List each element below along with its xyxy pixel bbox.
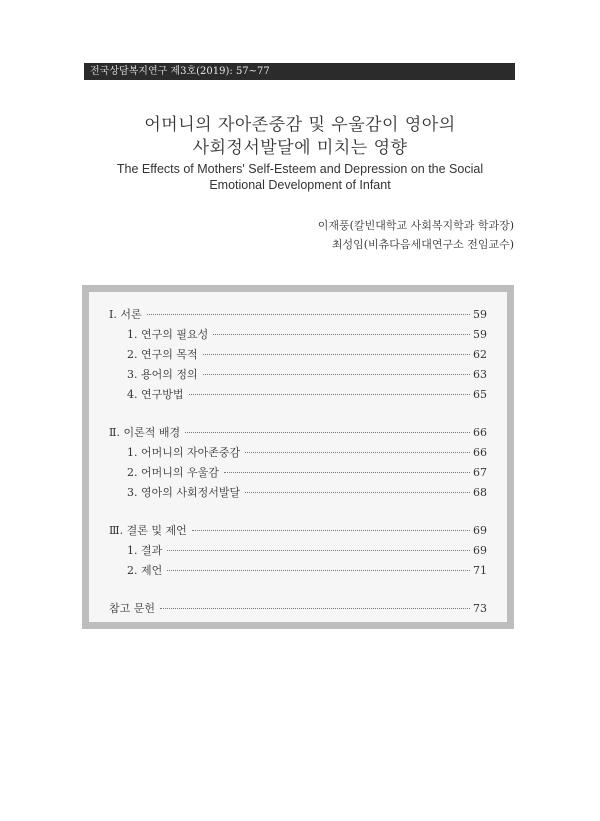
toc-entry-label: 2. 제언 <box>127 564 163 577</box>
toc-entry[interactable] <box>127 563 487 578</box>
toc-entry-label: 2. 연구의 목적 <box>127 348 198 361</box>
toc-leader-dots <box>245 452 470 453</box>
toc-entry[interactable] <box>127 367 487 382</box>
toc-entry[interactable] <box>127 347 487 362</box>
toc-entry[interactable] <box>127 387 487 402</box>
title-korean-line-2: 사회정서발달에 미치는 영향 <box>192 138 408 158</box>
toc-entry-page: 69 <box>473 544 487 557</box>
toc-entry-page: 59 <box>473 328 487 341</box>
toc-entry[interactable] <box>127 543 487 558</box>
journal-header-bar <box>84 63 515 80</box>
toc-entry-page: 67 <box>473 466 487 479</box>
toc-leader-dots <box>189 394 471 395</box>
toc-entry-label: 1. 연구의 필요성 <box>127 328 209 341</box>
toc-entry-label: Ⅲ. 결론 및 제언 <box>109 524 187 537</box>
toc-entry-page: 71 <box>473 564 487 577</box>
toc-entry-page: 59 <box>473 308 487 321</box>
toc-leader-dots <box>185 432 470 433</box>
toc-leader-dots <box>203 374 470 375</box>
toc-leader-dots <box>167 570 470 571</box>
toc-entry-label: Ⅰ. 서론 <box>109 308 142 321</box>
toc-entry-page: 63 <box>473 368 487 381</box>
table-of-contents-frame <box>82 285 514 629</box>
toc-leader-dots <box>167 550 470 551</box>
author-1: 이재풍(칼빈대학교 사회복지학과 학과장) <box>317 219 514 232</box>
toc-leader-dots <box>203 354 470 355</box>
toc-leader-dots <box>224 472 470 473</box>
toc-entry-label: Ⅱ. 이론적 배경 <box>109 426 181 439</box>
toc-entry[interactable] <box>127 465 487 480</box>
title-korean-line-1: 어머니의 자아존중감 및 우울감이 영아의 <box>144 115 456 135</box>
toc-entry-label: 2. 어머니의 우울감 <box>127 466 219 479</box>
toc-entry-page: 66 <box>473 426 487 439</box>
toc-entry-page: 65 <box>473 388 487 401</box>
toc-entry-section-2[interactable] <box>109 425 487 440</box>
toc-entry-label: 1. 어머니의 자아존중감 <box>127 446 241 459</box>
table-of-contents <box>89 292 507 622</box>
toc-leader-dots <box>213 334 470 335</box>
toc-entry[interactable] <box>127 327 487 342</box>
toc-entry-page: 66 <box>473 446 487 459</box>
toc-leader-dots <box>245 492 470 493</box>
toc-entry-label: 참고 문헌 <box>109 602 156 615</box>
toc-entry[interactable] <box>127 445 487 460</box>
toc-leader-dots <box>192 530 470 531</box>
toc-entry-label: 3. 용어의 정의 <box>127 368 198 381</box>
toc-entry-label: 3. 영아의 사회정서발달 <box>127 486 241 499</box>
toc-entry[interactable] <box>127 485 487 500</box>
toc-entry-page: 69 <box>473 524 487 537</box>
title-english-line-2: Emotional Development of Infant <box>209 178 391 192</box>
journal-citation: 전국상담복지연구 제3호(2019): 57~77 <box>90 66 270 77</box>
toc-entry-section-3[interactable] <box>109 523 487 538</box>
toc-entry-page: 73 <box>473 602 487 615</box>
toc-leader-dots <box>160 608 470 609</box>
toc-entry-page: 62 <box>473 348 487 361</box>
toc-entry-section-1[interactable] <box>109 307 487 322</box>
toc-entry-label: 1. 결과 <box>127 544 163 557</box>
title-english-line-1: The Effects of Mothers' Self-Esteem and Depression on the Social <box>116 162 484 176</box>
toc-entry-page: 68 <box>473 486 487 499</box>
toc-entry-references[interactable] <box>109 601 487 616</box>
toc-entry-label: 4. 연구방법 <box>127 388 184 401</box>
toc-leader-dots <box>147 314 470 315</box>
author-2: 최성임(비츄다음세대연구소 전임교수) <box>331 238 514 251</box>
